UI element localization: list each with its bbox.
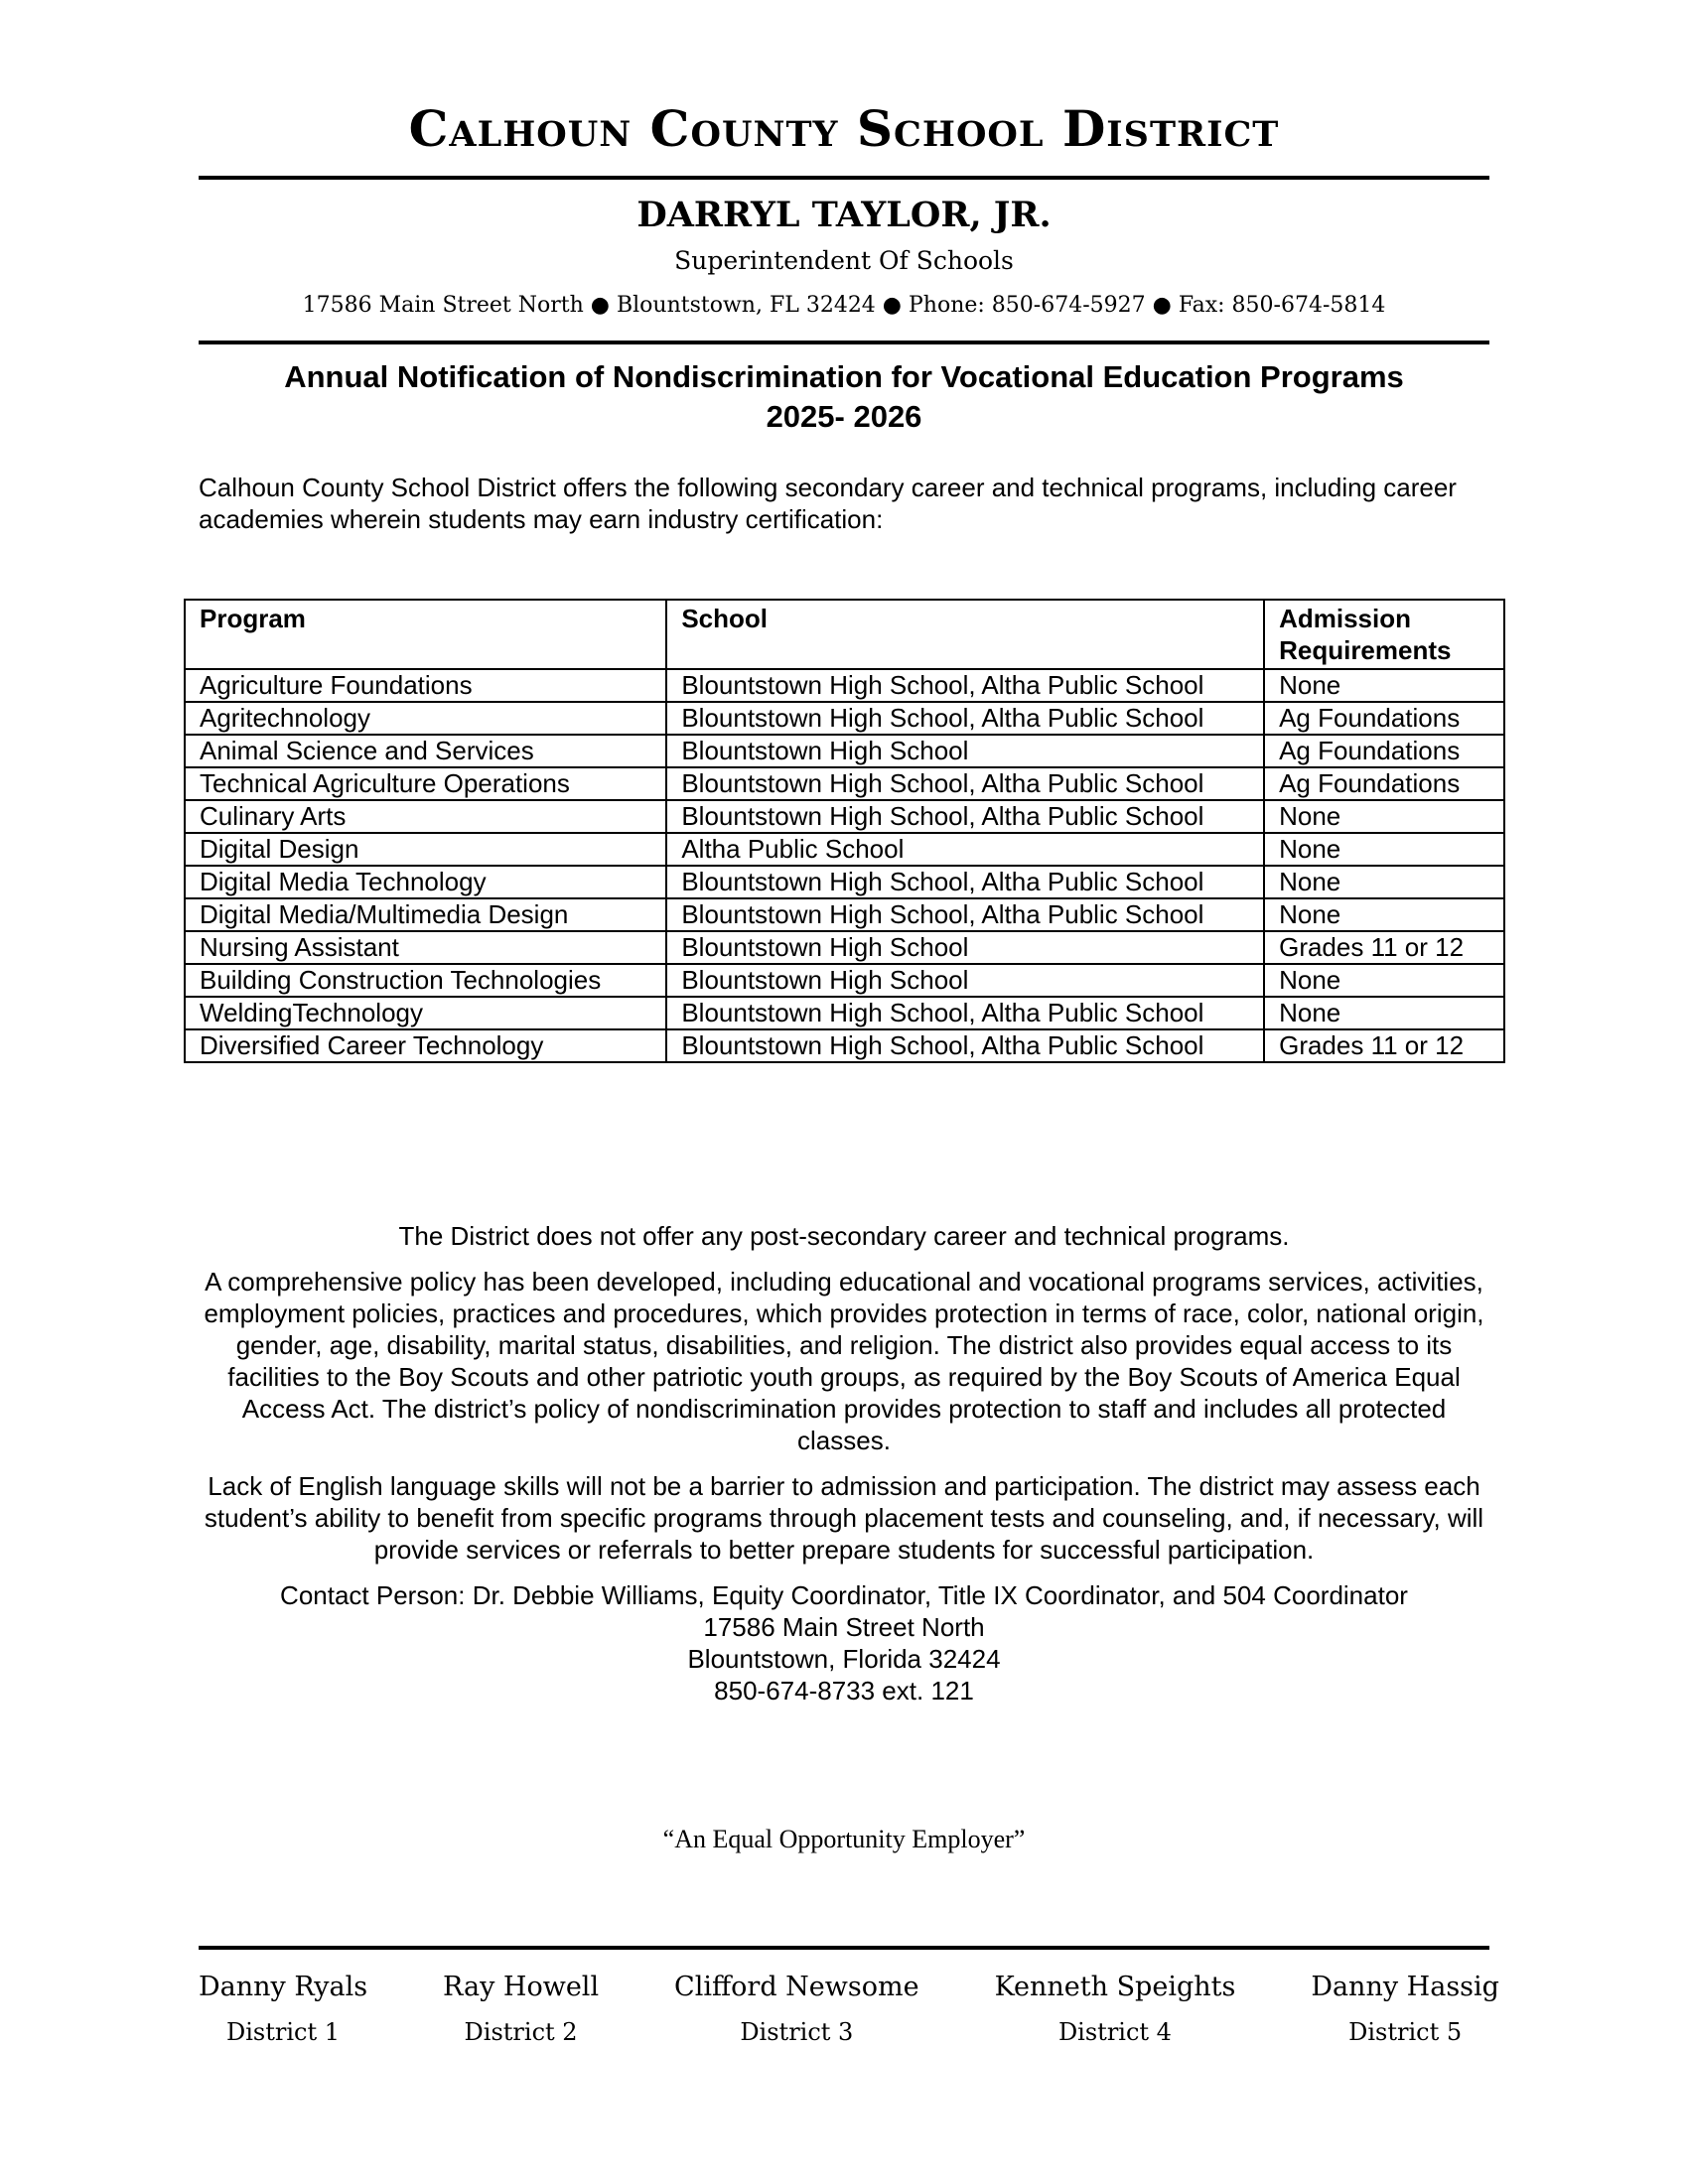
school-cell: Blountstown High School <box>666 964 1264 997</box>
superintendent-name: DARRYL TAYLOR, JR. <box>636 195 1052 235</box>
table-row <box>185 964 1504 997</box>
board-member-district: District 2 <box>464 2018 578 2046</box>
school-cell: Altha Public School <box>666 833 1264 866</box>
admission-cell: None <box>1264 964 1504 997</box>
board-member <box>199 1970 367 2049</box>
school-cell: Blountstown High School, Altha Public School <box>666 767 1264 800</box>
board-member-district: District 5 <box>1348 2018 1463 2046</box>
board-member-name: Danny Hassig <box>1311 1972 1499 2002</box>
column-header-admission: Admission Requirements <box>1264 600 1504 669</box>
admission-cell: None <box>1264 669 1504 702</box>
admission-cell: None <box>1264 866 1504 898</box>
district-address: 17586 Main Street North ● Blountstown, FL 32424 ● Phone: 850-674-5927 ● Fax: 850-674-5814 <box>302 293 1386 318</box>
school-cell: Blountstown High School, Altha Public School <box>666 1029 1264 1062</box>
program-cell: WeldingTechnology <box>185 997 666 1029</box>
board-member-name: Danny Ryals <box>199 1972 368 2002</box>
school-cell: Blountstown High School, Altha Public School <box>666 997 1264 1029</box>
table-row <box>185 702 1504 735</box>
language-paragraph: Lack of English language skills will not be a barrier to admission and participation. The district may assess each student’s ability to benefit from specific programs through placement tests and counseling, and, if necessary, will provide services or referrals to better prepare students for successful participation. <box>204 1471 1484 1565</box>
school-cell: Blountstown High School, Altha Public School <box>666 898 1264 931</box>
program-cell: Nursing Assistant <box>185 931 666 964</box>
board-member-district: District 1 <box>226 2018 341 2046</box>
program-cell: Digital Media Technology <box>185 866 666 898</box>
admission-cell: Grades 11 or 12 <box>1264 1029 1504 1062</box>
program-cell: Digital Media/Multimedia Design <box>185 898 666 931</box>
policy-section <box>194 1220 1494 1706</box>
board-member <box>443 1970 599 2049</box>
program-cell: Culinary Arts <box>185 800 666 833</box>
program-cell: Agritechnology <box>185 702 666 735</box>
board-member-district: District 4 <box>1057 2018 1172 2046</box>
program-cell: Diversified Career Technology <box>185 1029 666 1062</box>
admission-cell: Ag Foundations <box>1264 767 1504 800</box>
contact-block <box>194 1579 1494 1706</box>
table-row <box>185 833 1504 866</box>
admission-cell: None <box>1264 898 1504 931</box>
board-member-name: Ray Howell <box>443 1972 600 2002</box>
admission-cell: Ag Foundations <box>1264 735 1504 767</box>
admission-cell: None <box>1264 833 1504 866</box>
program-cell: Agriculture Foundations <box>185 669 666 702</box>
superintendent-title: Superintendent Of Schools <box>674 246 1014 275</box>
program-cell: Digital Design <box>185 833 666 866</box>
policy-paragraph: A comprehensive policy has been developed, including educational and vocational programs services, activities, employment policies, practices and procedures, which provides protection in terms of race, color, national origin, gender, age, disability, marital status, disabilities, and religion. The district also provides equal access to its facilities to the Boy Scouts and other patriotic youth groups, as required by the Boy Scouts of America Equal Access Act. The district’s policy of nondiscrimination provides protection to staff and includes all protected classes. <box>204 1267 1484 1455</box>
table-row <box>185 735 1504 767</box>
contact-street: 17586 Main Street North <box>703 1612 985 1642</box>
contact-city: Blountstown, Florida 32424 <box>687 1644 1001 1674</box>
programs-table <box>184 599 1505 1063</box>
contact-person: Contact Person: Dr. Debbie Williams, Equity Coordinator, Title IX Coordinator, and 504 Coordinator <box>280 1580 1408 1610</box>
table-row <box>185 898 1504 931</box>
school-cell: Blountstown High School <box>666 735 1264 767</box>
notice-title <box>0 357 1688 437</box>
program-cell: Technical Agriculture Operations <box>185 767 666 800</box>
program-cell: Building Construction Technologies <box>185 964 666 997</box>
table-row <box>185 800 1504 833</box>
school-cell: Blountstown High School, Altha Public School <box>666 669 1264 702</box>
admission-cell: None <box>1264 800 1504 833</box>
notice-title-line1: Annual Notification of Nondiscrimination for Vocational Education Programs <box>284 359 1404 394</box>
table-row <box>185 669 1504 702</box>
admission-cell: None <box>1264 997 1504 1029</box>
school-board-members <box>199 1970 1499 2049</box>
district-name: Calhoun County School District <box>408 99 1280 158</box>
board-member <box>1311 1970 1499 2049</box>
board-member <box>674 1970 919 2049</box>
admission-cell: Grades 11 or 12 <box>1264 931 1504 964</box>
school-cell: Blountstown High School <box>666 931 1264 964</box>
program-cell: Animal Science and Services <box>185 735 666 767</box>
header-rule-bottom <box>199 341 1489 344</box>
board-member <box>995 1970 1236 2049</box>
table-row <box>185 1029 1504 1062</box>
column-header-school: School <box>666 600 1264 669</box>
header-rule-top <box>199 176 1489 180</box>
equal-opportunity-motto: “An Equal Opportunity Employer” <box>662 1825 1026 1853</box>
school-cell: Blountstown High School, Altha Public School <box>666 702 1264 735</box>
contact-phone: 850-674-8733 ext. 121 <box>714 1676 974 1706</box>
school-cell: Blountstown High School, Altha Public School <box>666 800 1264 833</box>
board-member-district: District 3 <box>740 2018 854 2046</box>
board-member-name: Clifford Newsome <box>674 1972 919 2002</box>
column-header-program: Program <box>185 600 666 669</box>
notice-year: 2025- 2026 <box>766 399 922 434</box>
admission-cell: Ag Foundations <box>1264 702 1504 735</box>
intro-paragraph: Calhoun County School District offers the following secondary career and technical programs, including career academies wherein students may earn industry certification: <box>199 473 1457 534</box>
footer-rule <box>199 1946 1489 1950</box>
table-row <box>185 767 1504 800</box>
post-secondary-statement: The District does not offer any post-secondary career and technical programs. <box>398 1221 1290 1251</box>
table-row <box>185 997 1504 1029</box>
table-row <box>185 931 1504 964</box>
school-cell: Blountstown High School, Altha Public School <box>666 866 1264 898</box>
table-row <box>185 866 1504 898</box>
table-header-row <box>185 600 1504 669</box>
board-member-name: Kenneth Speights <box>994 1972 1236 2002</box>
